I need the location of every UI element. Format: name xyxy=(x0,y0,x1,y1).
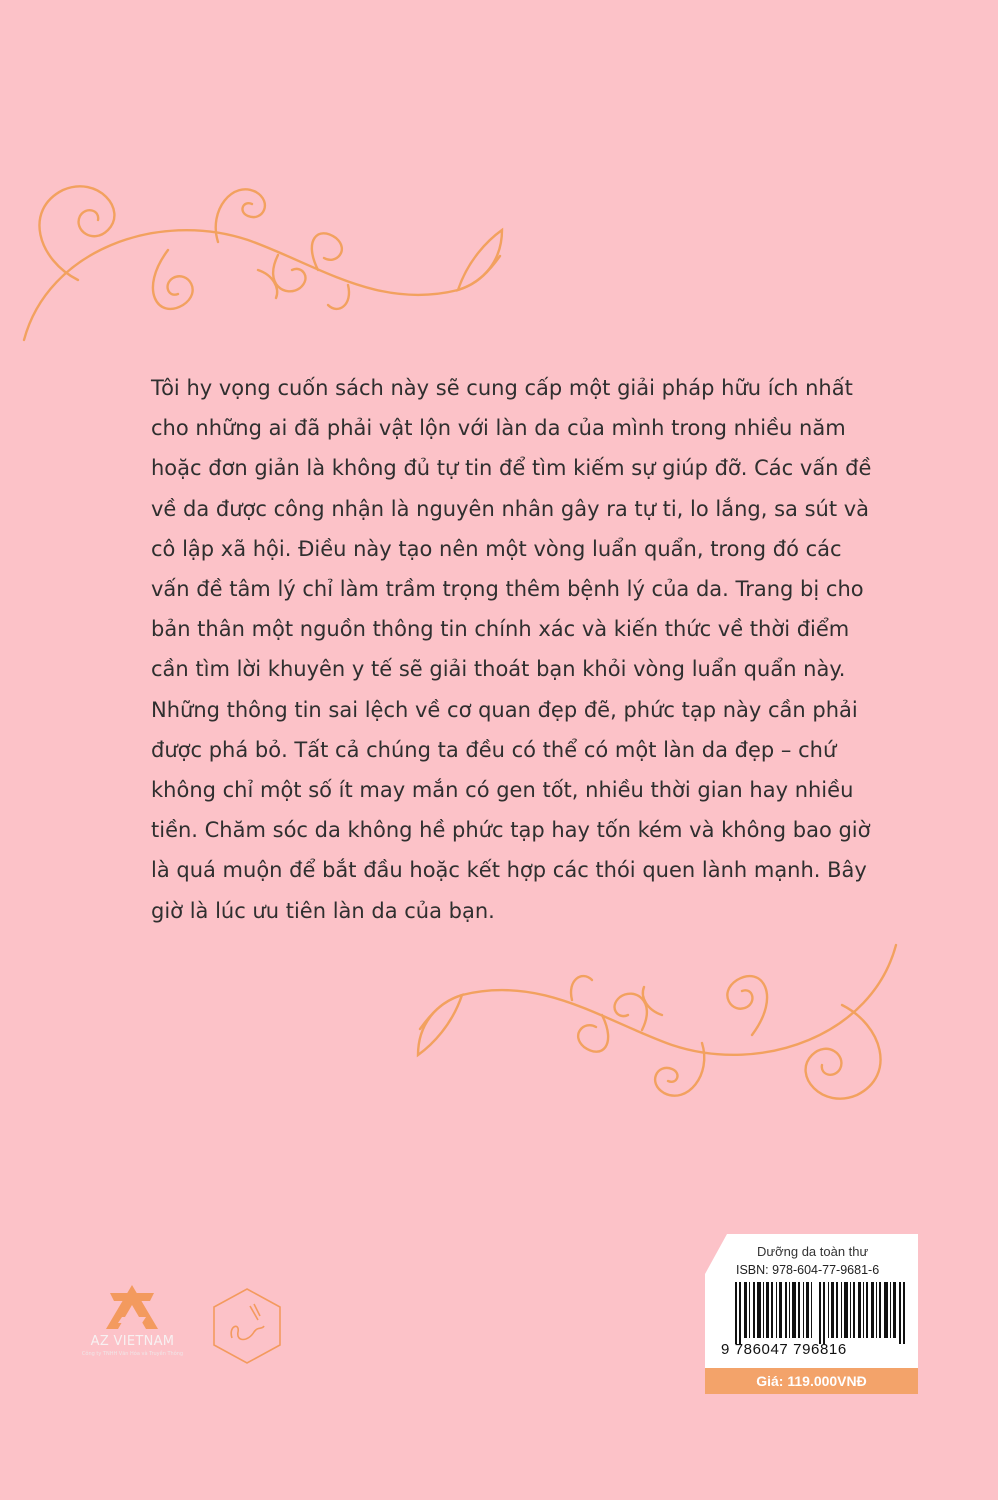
skybooks-logo xyxy=(210,1286,284,1370)
az-logo-icon xyxy=(100,1283,164,1335)
barcode-book-title: Dưỡng da toàn thư xyxy=(757,1244,869,1259)
blurb-line: Những thông tin sai lệch về cơ quan đẹp đẽ, phức tạp này cần phải xyxy=(151,697,858,722)
blurb-line: tiền. Chăm sóc da không hề phức tạp hay tốn kém và không bao giờ xyxy=(151,818,871,843)
blurb-line: cần tìm lời khuyên y tế sẽ giải thoát bạn khỏi vòng luẩn quẩn này. xyxy=(151,657,846,682)
az-vietnam-logo xyxy=(70,1283,195,1373)
blurb-line: bản thân một nguồn thông tin chính xác và kiến thức về thời điểm xyxy=(151,617,850,642)
blurb-line: về da được công nhận là nguyên nhân gây ra tự ti, lo lắng, sa sút và xyxy=(151,496,870,521)
top-flourish-ornament xyxy=(18,170,518,350)
price-label: Giá: 119.000VNĐ xyxy=(705,1368,918,1394)
barcode-icon xyxy=(735,1282,911,1348)
blurb-line: cô lập xã hội. Điều này tạo nên một vòng luẩn quẩn, trong đó các xyxy=(151,536,842,561)
blurb-line: hoặc đơn giản là không đủ tự tin để tìm kiếm sự giúp đỡ. Các vấn đề xyxy=(151,456,872,481)
bottom-flourish-ornament xyxy=(412,935,902,1115)
isbn-text: ISBN: 978-604-77-9681-6 xyxy=(736,1263,880,1277)
barcode-label xyxy=(705,1234,918,1394)
publisher-tagline: Công ty TNHH Văn Hóa và Truyền Thông xyxy=(81,1351,184,1357)
blurb-line: không chỉ một số ít may mắn có gen tốt, nhiều thời gian hay nhiều xyxy=(151,778,854,803)
publisher-name: AZ VIETNAM xyxy=(90,1334,175,1349)
back-cover-blurb xyxy=(151,368,911,931)
blurb-line: cho những ai đã phải vật lộn với làn da của mình trong nhiều năm xyxy=(151,416,846,441)
blurb-line: vấn đề tâm lý chỉ làm trầm trọng thêm bệnh lý của da. Trang bị cho xyxy=(151,577,864,602)
blurb-line: được phá bỏ. Tất cả chúng ta đều có thể có một làn da đẹp – chứ xyxy=(151,737,837,762)
blurb-line: giờ là lúc ưu tiên làn da của bạn. xyxy=(151,898,495,923)
blurb-line: Tôi hy vọng cuốn sách này sẽ cung cấp một giải pháp hữu ích nhất xyxy=(151,376,853,400)
barcode-digits: 9 786047 796816 xyxy=(721,1341,847,1358)
blurb-line: là quá muộn để bắt đầu hoặc kết hợp các thói quen lành mạnh. Bây xyxy=(151,858,867,883)
